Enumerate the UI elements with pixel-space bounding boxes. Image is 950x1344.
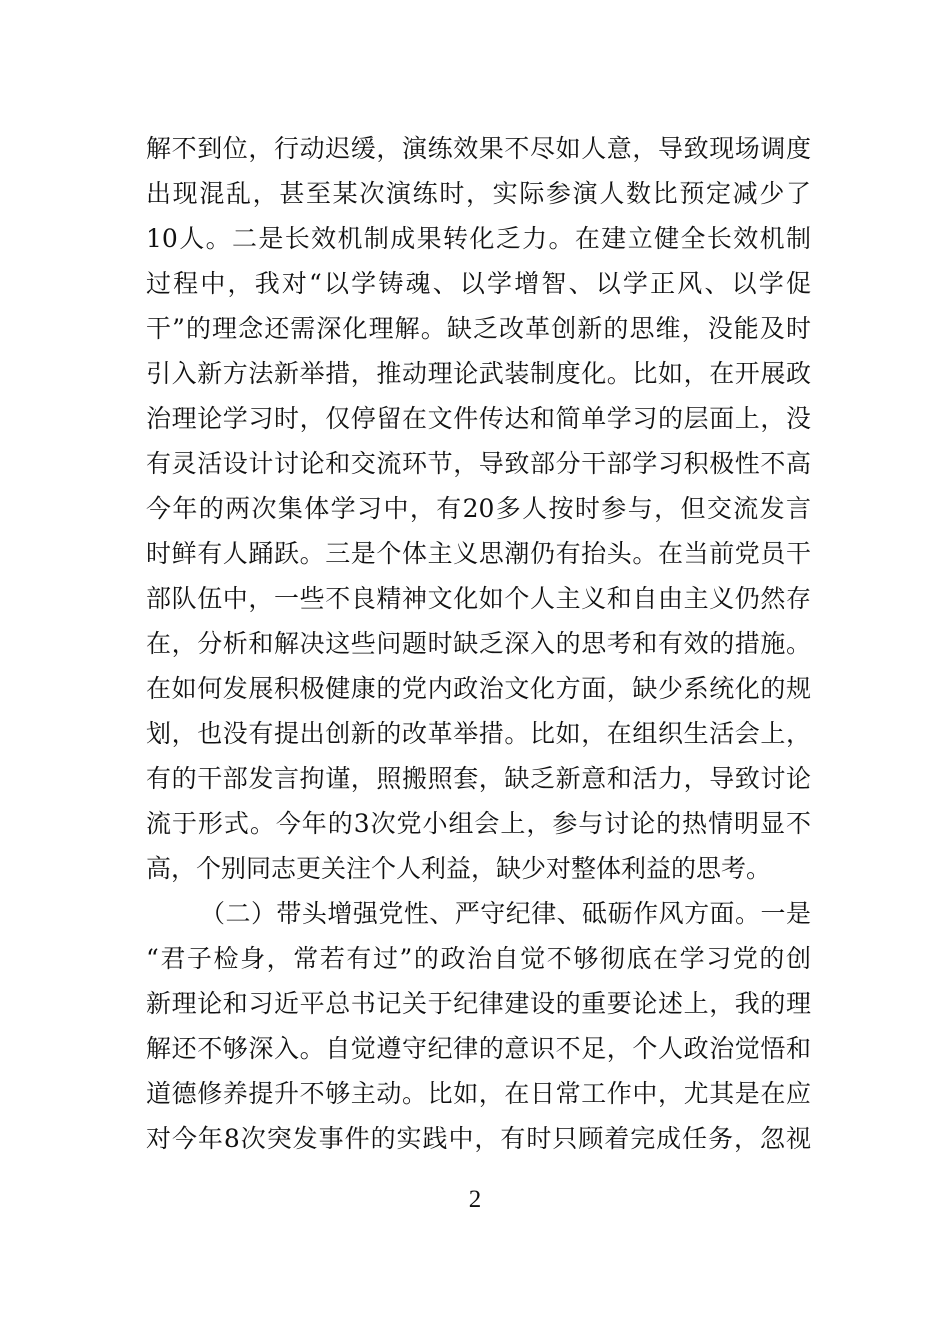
section-heading-line: （二）带头增强党性、严守纪律、砥砺作风方面。一是	[200, 899, 811, 928]
text-line: 解还不够深入。自觉遵守纪律的意识不足，个人政治觉悟和	[146, 1034, 811, 1063]
text-line: 流于形式。今年的3次党小组会上，参与讨论的热情明显不	[146, 809, 811, 838]
text-line: 在如何发展积极健康的党内政治文化方面，缺少系统化的规	[146, 674, 811, 703]
text-line: 今年的两次集体学习中，有20多人按时参与，但交流发言	[146, 494, 811, 523]
text-line: 引入新方法新举措，推动理论武装制度化。比如，在开展政	[146, 359, 811, 388]
text-line: 有灵活设计讨论和交流环节，导致部分干部学习积极性不高	[146, 449, 811, 478]
text-line: 解不到位，行动迟缓，演练效果不尽如人意，导致现场调度	[146, 134, 811, 163]
text-line: “君子检身，常若有过”的政治自觉不够彻底在学习党的创	[146, 944, 811, 973]
text-line: 有的干部发言拘谨，照搬照套，缺乏新意和活力，导致讨论	[146, 764, 811, 793]
page-number: 2	[468, 1186, 482, 1213]
text-line: 道德修养提升不够主动。比如，在日常工作中，尤其是在应	[146, 1079, 811, 1108]
text-line: 划，也没有提出创新的改革举措。比如，在组织生活会上，	[146, 719, 811, 748]
body-text	[146, 126, 811, 1161]
text-line: 部队伍中，一些不良精神文化如个人主义和自由主义仍然存	[146, 584, 811, 613]
text-line: 在，分析和解决这些问题时缺乏深入的思考和有效的措施。	[146, 629, 811, 658]
text-line: 高，个别同志更关注个人利益，缺少对整体利益的思考。	[146, 854, 772, 883]
text-line: 治理论学习时，仅停留在文件传达和简单学习的层面上，没	[146, 404, 811, 433]
text-line: 新理论和习近平总书记关于纪律建设的重要论述上，我的理	[146, 989, 811, 1018]
text-line: 出现混乱，甚至某次演练时，实际参演人数比预定减少了	[146, 179, 811, 208]
text-line: 时鲜有人踊跃。三是个体主义思潮仍有抬头。在当前党员干	[146, 539, 811, 568]
text-line: 干”的理念还需深化理解。缺乏改革创新的思维，没能及时	[146, 314, 811, 343]
text-line: 对今年8次突发事件的实践中，有时只顾着完成任务，忽视	[146, 1124, 811, 1153]
text-line: 10人。二是长效机制成果转化乏力。在建立健全长效机制	[146, 224, 811, 253]
text-line: 过程中，我对“以学铸魂、以学增智、以学正风、以学促	[146, 269, 811, 298]
